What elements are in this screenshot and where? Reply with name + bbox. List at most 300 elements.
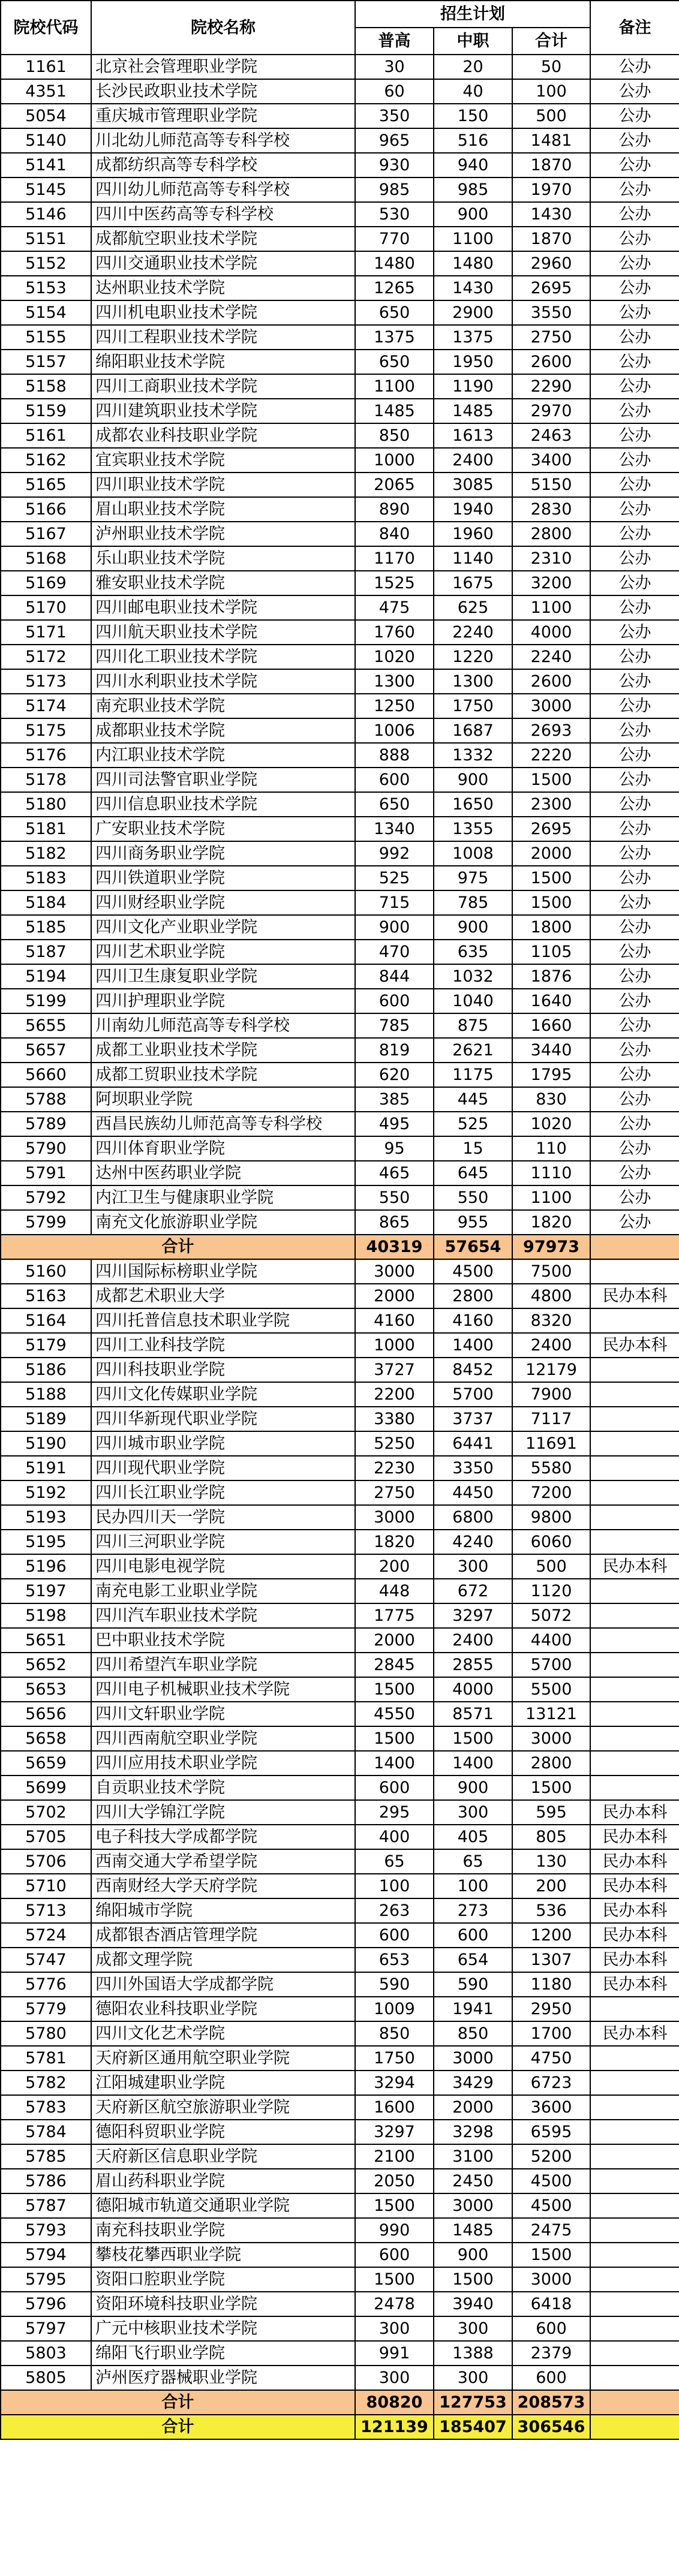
- school-code: 5180: [1, 792, 91, 817]
- school-code: 5803: [1, 2341, 91, 2366]
- plan-zz: 65: [434, 1849, 512, 1874]
- plan-zz: 550: [434, 1185, 512, 1210]
- table-row: [1, 1161, 679, 1185]
- school-code: 5656: [1, 1702, 91, 1726]
- school-name: 成都职业技术学院: [91, 718, 355, 743]
- note: [590, 1456, 679, 1480]
- note: 公办: [590, 1013, 679, 1038]
- note: 公办: [590, 620, 679, 645]
- note: 公办: [590, 104, 679, 128]
- table-row: [1, 399, 679, 423]
- table-row: [1, 620, 679, 645]
- school-code: 4351: [1, 79, 91, 104]
- school-code: 5791: [1, 1161, 91, 1185]
- header-pg: 普高: [355, 28, 434, 55]
- table-row: [1, 2341, 679, 2366]
- school-code: 5178: [1, 768, 91, 792]
- plan-pg: 653: [355, 1948, 434, 1972]
- plan-zz: 5700: [434, 1382, 512, 1407]
- plan-total: 2960: [512, 251, 590, 276]
- plan-pg: 1000: [355, 448, 434, 473]
- school-name: 四川建筑职业技术学院: [91, 399, 355, 423]
- plan-pg: 30: [355, 55, 434, 79]
- plan-zz: 3000: [434, 2046, 512, 2071]
- plan-zz: 445: [434, 1087, 512, 1112]
- note: [590, 2341, 679, 2366]
- school-name: 四川财经职业学院: [91, 890, 355, 915]
- note: [590, 2292, 679, 2316]
- plan-zz: 1500: [434, 1726, 512, 1751]
- plan-pg: 3000: [355, 1259, 434, 1284]
- plan-zz: 900: [434, 2243, 512, 2267]
- school-name: 川南幼儿师范高等专科学校: [91, 1013, 355, 1038]
- plan-zz: 2621: [434, 1038, 512, 1063]
- table-row: [1, 595, 679, 620]
- plan-total: 1500: [512, 866, 590, 890]
- plan-pg: 990: [355, 2218, 434, 2243]
- school-name: 重庆城市管理职业学院: [91, 104, 355, 128]
- plan-zz: 1400: [434, 1333, 512, 1358]
- table-row: [1, 2021, 679, 2046]
- plan-pg: 1500: [355, 2193, 434, 2218]
- plan-pg: 1009: [355, 1997, 434, 2021]
- school-code: 5188: [1, 1382, 91, 1407]
- table-row: [1, 1136, 679, 1161]
- table-row: [1, 1333, 679, 1358]
- plan-pg: 850: [355, 423, 434, 448]
- plan-zz: 645: [434, 1161, 512, 1185]
- note: 民办本科: [590, 1898, 679, 1923]
- plan-pg: 888: [355, 743, 434, 768]
- plan-pg: 985: [355, 177, 434, 202]
- school-code: 5158: [1, 374, 91, 399]
- plan-pg: 890: [355, 497, 434, 522]
- note: 公办: [590, 890, 679, 915]
- school-name: 四川城市职业学院: [91, 1431, 355, 1456]
- table-row: [1, 1480, 679, 1505]
- table-row: [1, 2169, 679, 2193]
- plan-zz: 1175: [434, 1063, 512, 1087]
- plan-zz: 3000: [434, 2193, 512, 2218]
- table-row: [1, 251, 679, 276]
- plan-pg: 295: [355, 1800, 434, 1825]
- plan-pg: 1170: [355, 546, 434, 571]
- school-name: 天府新区通用航空职业学院: [91, 2046, 355, 2071]
- plan-pg: 2845: [355, 1653, 434, 1677]
- note: [590, 1653, 679, 1677]
- table-row: [1, 866, 679, 890]
- plan-zz: 1375: [434, 325, 512, 350]
- plan-zz: 3429: [434, 2071, 512, 2095]
- note: 民办本科: [590, 1923, 679, 1948]
- plan-total: 6060: [512, 1530, 590, 1554]
- subtotal-public-zz: 57654: [434, 1235, 512, 1259]
- grand-total-pg: 121139: [355, 2415, 434, 2439]
- plan-total: 2950: [512, 1997, 590, 2021]
- table-row: [1, 1775, 679, 1800]
- table-row: [1, 890, 679, 915]
- school-name: 成都银杏酒店管理学院: [91, 1923, 355, 1948]
- plan-total: 5500: [512, 1677, 590, 1702]
- note: 公办: [590, 718, 679, 743]
- table-row: [1, 694, 679, 718]
- school-code: 5706: [1, 1849, 91, 1874]
- table-row: [1, 227, 679, 251]
- plan-total: 4500: [512, 2193, 590, 2218]
- plan-total: 3440: [512, 1038, 590, 1063]
- school-name: 巴中职业技术学院: [91, 1628, 355, 1653]
- plan-total: 2379: [512, 2341, 590, 2366]
- note: 公办: [590, 202, 679, 227]
- school-name: 成都艺术职业大学: [91, 1284, 355, 1308]
- subtotal-public-pg: 40319: [355, 1235, 434, 1259]
- table-row: [1, 1308, 679, 1333]
- school-code: 5155: [1, 325, 91, 350]
- plan-zz: 600: [434, 1923, 512, 1948]
- school-name: 南充职业技术学院: [91, 694, 355, 718]
- plan-total: 1700: [512, 2021, 590, 2046]
- plan-pg: 3000: [355, 1505, 434, 1530]
- school-name: 德阳农业科技职业学院: [91, 1997, 355, 2021]
- plan-zz: 2000: [434, 2095, 512, 2120]
- plan-total: 1500: [512, 2243, 590, 2267]
- plan-pg: 2230: [355, 1456, 434, 1480]
- school-code: 5747: [1, 1948, 91, 1972]
- plan-total: 2310: [512, 546, 590, 571]
- note: [590, 2267, 679, 2292]
- note: 公办: [590, 227, 679, 251]
- school-name: 四川工业科技学院: [91, 1333, 355, 1358]
- school-code: 5190: [1, 1431, 91, 1456]
- subtotal-public-note: [590, 1235, 679, 1259]
- school-name: 四川应用技术职业学院: [91, 1751, 355, 1775]
- plan-zz: 405: [434, 1825, 512, 1849]
- table-row: [1, 1653, 679, 1677]
- table-row: [1, 1210, 679, 1235]
- plan-total: 11691: [512, 1431, 590, 1456]
- table-row: [1, 964, 679, 989]
- plan-total: 110: [512, 1136, 590, 1161]
- plan-total: 5700: [512, 1653, 590, 1677]
- note: 公办: [590, 841, 679, 866]
- school-code: 5175: [1, 718, 91, 743]
- note: 公办: [590, 128, 679, 153]
- table-row: [1, 1751, 679, 1775]
- school-code: 5176: [1, 743, 91, 768]
- plan-pg: 785: [355, 1013, 434, 1038]
- note: 公办: [590, 1087, 679, 1112]
- school-name: 内江卫生与健康职业学院: [91, 1185, 355, 1210]
- table-row: [1, 79, 679, 104]
- table-row: [1, 1112, 679, 1136]
- plan-pg: 2200: [355, 1382, 434, 1407]
- school-name: 四川大学锦江学院: [91, 1800, 355, 1825]
- school-code: 5172: [1, 645, 91, 669]
- note: 民办本科: [590, 1284, 679, 1308]
- school-code: 5185: [1, 915, 91, 940]
- school-name: 四川西南航空职业学院: [91, 1726, 355, 1751]
- table-row: [1, 2218, 679, 2243]
- grand-total: [1, 2415, 679, 2439]
- plan-total: 3000: [512, 2267, 590, 2292]
- school-name: 德阳科贸职业学院: [91, 2120, 355, 2144]
- plan-pg: 65: [355, 1849, 434, 1874]
- school-name: 四川外国语大学成都学院: [91, 1972, 355, 1997]
- note: 公办: [590, 1185, 679, 1210]
- school-code: 5171: [1, 620, 91, 645]
- school-name: 成都工贸职业技术学院: [91, 1063, 355, 1087]
- plan-pg: 400: [355, 1825, 434, 1849]
- note: [590, 2366, 679, 2390]
- note: 公办: [590, 669, 679, 694]
- note: 公办: [590, 399, 679, 423]
- school-code: 5153: [1, 276, 91, 300]
- plan-zz: 590: [434, 1972, 512, 1997]
- plan-zz: 20: [434, 55, 512, 79]
- note: 公办: [590, 325, 679, 350]
- plan-pg: 1820: [355, 1530, 434, 1554]
- table-row: [1, 915, 679, 940]
- table-row: [1, 546, 679, 571]
- school-name: 南充科技职业学院: [91, 2218, 355, 2243]
- note: [590, 1997, 679, 2021]
- table-row: [1, 1677, 679, 1702]
- note: [590, 1579, 679, 1603]
- table-row: [1, 300, 679, 325]
- plan-total: 2220: [512, 743, 590, 768]
- plan-total: 1795: [512, 1063, 590, 1087]
- header-note: 备注: [590, 1, 679, 55]
- table-row: [1, 1382, 679, 1407]
- table-row: [1, 374, 679, 399]
- plan-total: 1970: [512, 177, 590, 202]
- school-name: 成都文理学院: [91, 1948, 355, 1972]
- plan-total: 500: [512, 1554, 590, 1579]
- plan-pg: 475: [355, 595, 434, 620]
- subtotal-private-total: 208573: [512, 2390, 590, 2415]
- plan-total: 5072: [512, 1603, 590, 1628]
- school-name: 宜宾职业技术学院: [91, 448, 355, 473]
- plan-pg: 1340: [355, 817, 434, 841]
- plan-zz: 1485: [434, 2218, 512, 2243]
- plan-pg: 930: [355, 153, 434, 177]
- school-name: 四川国际标榜职业学院: [91, 1259, 355, 1284]
- table-row: [1, 202, 679, 227]
- school-code: 5787: [1, 2193, 91, 2218]
- school-name: 江阳城建职业学院: [91, 2071, 355, 2095]
- note: 公办: [590, 55, 679, 79]
- table-row: [1, 1702, 679, 1726]
- header-plan: 招生计划: [355, 1, 590, 28]
- school-name: 四川文化产业职业学院: [91, 915, 355, 940]
- school-name: 资阳口腔职业学院: [91, 2267, 355, 2292]
- plan-pg: 465: [355, 1161, 434, 1185]
- school-name: 四川化工职业技术学院: [91, 645, 355, 669]
- header-name: 院校名称: [91, 1, 355, 55]
- plan-pg: 840: [355, 522, 434, 546]
- school-name: 四川机电职业技术学院: [91, 300, 355, 325]
- table-row: [1, 1530, 679, 1554]
- note: [590, 2071, 679, 2095]
- plan-total: 600: [512, 2366, 590, 2390]
- table-row: [1, 276, 679, 300]
- plan-pg: 1400: [355, 1751, 434, 1775]
- note: 民办本科: [590, 1874, 679, 1898]
- table-row: [1, 1948, 679, 1972]
- plan-total: 7117: [512, 1407, 590, 1431]
- plan-zz: 8571: [434, 1702, 512, 1726]
- note: [590, 2193, 679, 2218]
- school-code: 5781: [1, 2046, 91, 2071]
- school-code: 5164: [1, 1308, 91, 1333]
- table-row: [1, 1726, 679, 1751]
- plan-pg: 1750: [355, 2046, 434, 2071]
- note: [590, 1677, 679, 1702]
- plan-pg: 590: [355, 1972, 434, 1997]
- plan-total: 7900: [512, 1382, 590, 1407]
- note: 公办: [590, 251, 679, 276]
- plan-zz: 1190: [434, 374, 512, 399]
- school-code: 5157: [1, 350, 91, 374]
- school-name: 绵阳职业技术学院: [91, 350, 355, 374]
- plan-total: 2463: [512, 423, 590, 448]
- school-name: 成都纺织高等专科学校: [91, 153, 355, 177]
- school-code: 5776: [1, 1972, 91, 1997]
- school-code: 5161: [1, 423, 91, 448]
- plan-total: 1876: [512, 964, 590, 989]
- table-row: [1, 2120, 679, 2144]
- plan-zz: 1008: [434, 841, 512, 866]
- plan-zz: 625: [434, 595, 512, 620]
- table-row: [1, 1456, 679, 1480]
- school-code: 5159: [1, 399, 91, 423]
- school-name: 天府新区信息职业学院: [91, 2144, 355, 2169]
- plan-pg: 448: [355, 1579, 434, 1603]
- plan-pg: 850: [355, 2021, 434, 2046]
- plan-pg: 1265: [355, 276, 434, 300]
- school-code: 5783: [1, 2095, 91, 2120]
- plan-pg: 992: [355, 841, 434, 866]
- school-name: 达州中医药职业学院: [91, 1161, 355, 1185]
- table-row: [1, 1259, 679, 1284]
- note: [590, 1505, 679, 1530]
- plan-zz: 4450: [434, 1480, 512, 1505]
- school-name: 成都农业科技职业学院: [91, 423, 355, 448]
- plan-pg: 385: [355, 1087, 434, 1112]
- school-name: 川北幼儿师范高等专科学校: [91, 128, 355, 153]
- table-row: [1, 177, 679, 202]
- plan-pg: 1600: [355, 2095, 434, 2120]
- table-row: [1, 841, 679, 866]
- plan-total: 2830: [512, 497, 590, 522]
- plan-total: 6723: [512, 2071, 590, 2095]
- note: 公办: [590, 915, 679, 940]
- plan-total: 5200: [512, 2144, 590, 2169]
- plan-pg: 844: [355, 964, 434, 989]
- school-name: 四川中医药高等专科学校: [91, 202, 355, 227]
- subtotal-private: [1, 2390, 679, 2415]
- plan-total: 1100: [512, 1185, 590, 1210]
- plan-zz: 1650: [434, 792, 512, 817]
- plan-pg: 300: [355, 2366, 434, 2390]
- plan-pg: 3294: [355, 2071, 434, 2095]
- school-code: 5198: [1, 1603, 91, 1628]
- school-code: 5784: [1, 2120, 91, 2144]
- table-row: [1, 1087, 679, 1112]
- plan-pg: 991: [355, 2341, 434, 2366]
- plan-pg: 600: [355, 1775, 434, 1800]
- plan-zz: 525: [434, 1112, 512, 1136]
- school-name: 达州职业技术学院: [91, 276, 355, 300]
- plan-total: 1200: [512, 1923, 590, 1948]
- plan-total: 2600: [512, 669, 590, 694]
- plan-pg: 1020: [355, 645, 434, 669]
- note: [590, 2095, 679, 2120]
- subtotal-public-total: 97973: [512, 1235, 590, 1259]
- plan-zz: 1430: [434, 276, 512, 300]
- school-name: 四川邮电职业技术学院: [91, 595, 355, 620]
- table-row: [1, 1284, 679, 1308]
- note: [590, 2144, 679, 2169]
- table-row: [1, 1431, 679, 1456]
- plan-total: 2800: [512, 1751, 590, 1775]
- school-code: 5141: [1, 153, 91, 177]
- school-name: 四川华新现代职业学院: [91, 1407, 355, 1431]
- plan-pg: 1250: [355, 694, 434, 718]
- note: 公办: [590, 768, 679, 792]
- plan-total: 500: [512, 104, 590, 128]
- note: 公办: [590, 153, 679, 177]
- school-name: 西南交通大学希望学院: [91, 1849, 355, 1874]
- plan-total: 13121: [512, 1702, 590, 1726]
- school-code: 5651: [1, 1628, 91, 1653]
- header-code: 院校代码: [1, 1, 91, 55]
- table-row: [1, 55, 679, 79]
- note: [590, 1382, 679, 1407]
- plan-zz: 850: [434, 2021, 512, 2046]
- plan-zz: 955: [434, 1210, 512, 1235]
- plan-total: 200: [512, 1874, 590, 1898]
- plan-pg: 200: [355, 1554, 434, 1579]
- school-code: 5146: [1, 202, 91, 227]
- school-name: 四川铁道职业学院: [91, 866, 355, 890]
- table-row: [1, 2267, 679, 2292]
- plan-pg: 600: [355, 2243, 434, 2267]
- note: [590, 1407, 679, 1431]
- plan-zz: 3085: [434, 473, 512, 497]
- school-code: 5659: [1, 1751, 91, 1775]
- school-code: 5658: [1, 1726, 91, 1751]
- plan-zz: 900: [434, 202, 512, 227]
- school-code: 5655: [1, 1013, 91, 1038]
- note: 公办: [590, 571, 679, 595]
- school-name: 四川文化传媒职业学院: [91, 1382, 355, 1407]
- plan-pg: 550: [355, 1185, 434, 1210]
- note: [590, 2218, 679, 2243]
- school-code: 5710: [1, 1874, 91, 1898]
- header-total: 合计: [512, 28, 590, 55]
- plan-total: 6595: [512, 2120, 590, 2144]
- plan-total: 3600: [512, 2095, 590, 2120]
- table-row: [1, 448, 679, 473]
- plan-total: 1500: [512, 768, 590, 792]
- plan-zz: 2900: [434, 300, 512, 325]
- school-name: 泸州职业技术学院: [91, 522, 355, 546]
- table-row: [1, 1579, 679, 1603]
- plan-zz: 4000: [434, 1677, 512, 1702]
- school-name: 德阳城市轨道交通职业学院: [91, 2193, 355, 2218]
- school-code: 5652: [1, 1653, 91, 1677]
